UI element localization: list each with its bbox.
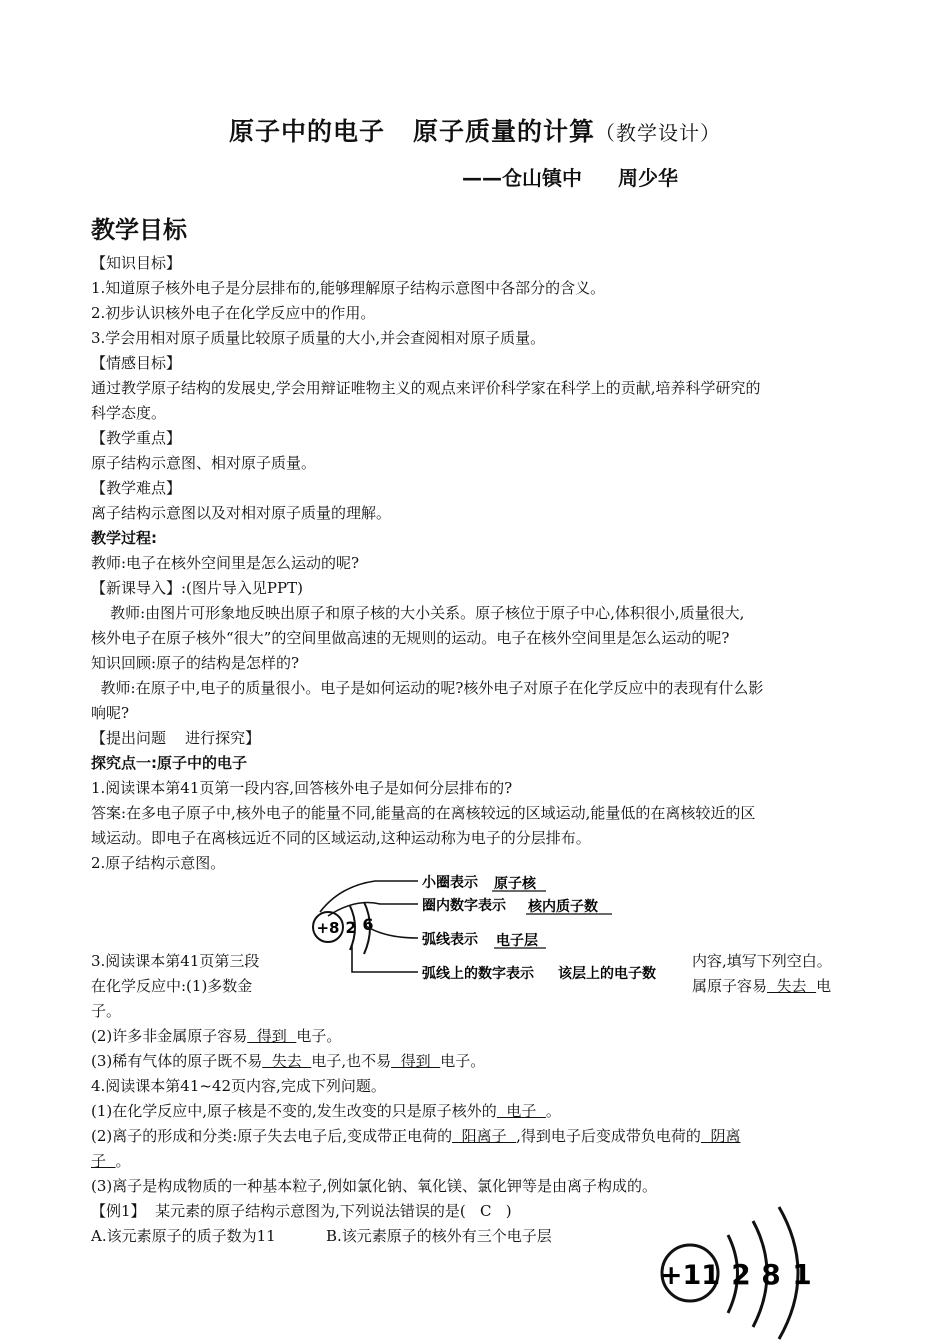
text-line: 3.学会用相对原子质量比较原子质量的大小,并会查阅相对原子质量。 bbox=[91, 329, 546, 347]
diagram-answer: 该层上的电子数 bbox=[558, 966, 656, 982]
text-fragment: 。 bbox=[115, 1152, 131, 1170]
text-fragment: 电子,也不易 bbox=[311, 1052, 392, 1070]
text-fragment: 。 bbox=[545, 1102, 561, 1120]
text-line: 【知识目标】 bbox=[91, 254, 182, 272]
text-fragment: (3)稀有气体的原子既不易 bbox=[91, 1052, 263, 1070]
text-fragment: 属原子容易 bbox=[692, 977, 768, 995]
text-line: 响呢? bbox=[91, 704, 130, 722]
author-line bbox=[462, 162, 678, 191]
text-line bbox=[91, 1125, 740, 1147]
fill-in-answer: 得到 bbox=[391, 1052, 441, 1070]
text-line: 域运动。即电子在离核远近不同的区域运动,这种运动称为电子的分层排布。 bbox=[91, 829, 591, 847]
text-line: 内容,填写下列空白。 bbox=[692, 952, 832, 970]
subheading-explore-1: 探究点一:原子中的电子 bbox=[91, 754, 247, 772]
text-line: 【教学难点】 bbox=[91, 479, 182, 497]
nucleus-label: +8 bbox=[316, 919, 340, 937]
fill-in-answer: 阳离子 bbox=[452, 1127, 517, 1145]
text-line bbox=[91, 1100, 561, 1122]
text-line: 3.阅读课本第41页第三段 bbox=[91, 952, 260, 970]
diagram-label: 小圈表示 bbox=[422, 875, 478, 891]
shell-count: 8 bbox=[761, 1258, 781, 1291]
text-line: 教师:由图片可形象地反映出原子和原子核的大小关系。原子核位于原子中心,体积很小,质量很大, bbox=[91, 604, 745, 622]
text-fragment: ,得到电子后变成带负电荷的 bbox=[516, 1127, 701, 1145]
diagram-answer: 电子层 bbox=[496, 933, 538, 949]
diagram-answer: 核内质子数 bbox=[528, 899, 598, 915]
text-line: 【提出问题 进行探究】 bbox=[91, 729, 261, 747]
fill-in-answer: 得到 bbox=[247, 1027, 297, 1045]
text-line: 答案:在多电子原子中,核外电子的能量不同,能量高的在离核较远的区域运动,能量低的在离核较近的区 bbox=[91, 804, 756, 822]
text-fragment: (2)许多非金属原子容易 bbox=[91, 1027, 248, 1045]
text-line: 在化学反应中:(1)多数金 bbox=[91, 977, 253, 995]
atom-structure-diagram bbox=[300, 866, 656, 996]
pointer-line bbox=[366, 926, 418, 938]
text-fragment: 电子。 bbox=[296, 1027, 342, 1045]
text-line: 1.阅读课本第41页第一段内容,回答核外电子是如何分层排布的? bbox=[91, 779, 513, 797]
fill-in-answer: 电子 bbox=[496, 1102, 546, 1120]
fill-in-answer: 失去 bbox=[262, 1052, 312, 1070]
text-line: 教师:在原子中,电子的质量很小。电子是如何运动的呢?核外电子对原子在化学反应中的表现有什么影 bbox=[91, 679, 764, 697]
text-fragment: 电 bbox=[816, 977, 832, 995]
text-line bbox=[91, 1050, 485, 1072]
subheading-process: 教学过程: bbox=[91, 529, 157, 547]
text-line: B.该元素原子的核外有三个电子层 bbox=[326, 1227, 552, 1245]
section-heading-goals: 教学目标 bbox=[91, 216, 187, 244]
text-fragment: 电子。 bbox=[440, 1052, 486, 1070]
text-line: 离子结构示意图以及对相对原子质量的理解。 bbox=[91, 504, 392, 522]
shell-count: 2 bbox=[345, 918, 357, 937]
text-line: 【新课导入】:(图片导入见PPT) bbox=[91, 579, 303, 597]
title-part-1: 原子中的电子 bbox=[228, 117, 385, 146]
text-line bbox=[91, 1025, 341, 1047]
text-line: 科学态度。 bbox=[91, 404, 167, 422]
text-line: (3)离子是构成物质的一种基本粒子,例如氯化钠、氧化镁、氯化钾等是由离子构成的。 bbox=[91, 1177, 658, 1195]
diagram-label: 弧线上的数字表示 bbox=[422, 966, 534, 982]
text-line: A.该元素原子的质子数为11 bbox=[91, 1227, 276, 1245]
text-line bbox=[692, 975, 831, 997]
text-line: 教师:电子在核外空间里是怎么运动的呢? bbox=[91, 554, 360, 572]
text-line: 核外电子在原子核外“很大”的空间里做高速的无规则的运动。电子在核外空间里是怎么运动的呢? bbox=[91, 629, 730, 647]
document-title bbox=[0, 112, 950, 148]
shell-count: 6 bbox=[362, 915, 374, 934]
diagram-answer: 原子核 bbox=[494, 876, 536, 892]
fill-in-answer: 失去 bbox=[767, 977, 817, 995]
sodium-atom-diagram bbox=[655, 1205, 830, 1341]
text-line: 【例1】 某元素的原子结构示意图为,下列说法错误的是( C ) bbox=[91, 1202, 512, 1220]
fill-in-answer: 阴离 bbox=[700, 1127, 741, 1145]
author-school: ——仓山镇中 bbox=[462, 166, 582, 190]
text-line: 子。 bbox=[91, 1002, 122, 1020]
fill-in-answer: 子 bbox=[91, 1152, 116, 1170]
pointer-line bbox=[352, 944, 418, 972]
nucleus-label: +11 bbox=[659, 1260, 721, 1291]
text-line: 2.初步认识核外电子在化学反应中的作用。 bbox=[91, 304, 376, 322]
author-name: 周少华 bbox=[618, 166, 678, 190]
pointer-line bbox=[328, 903, 418, 917]
text-line: 【教学重点】 bbox=[91, 429, 182, 447]
text-line: 1.知道原子核外电子是分层排布的,能够理解原子结构示意图中各部分的含义。 bbox=[91, 279, 606, 297]
text-line: 知识回顾:原子的结构是怎样的? bbox=[91, 654, 300, 672]
text-line: 4.阅读课本第41~42页内容,完成下列问题。 bbox=[91, 1077, 386, 1095]
diagram-label: 圈内数字表示 bbox=[422, 898, 506, 914]
text-line: 原子结构示意图、相对原子质量。 bbox=[91, 454, 317, 472]
diagram-label: 弧线表示 bbox=[422, 932, 478, 948]
text-line: 通过教学原子结构的发展史,学会用辩证唯物主义的观点来评价科学家在科学上的贡献,培养科学研究的 bbox=[91, 379, 761, 397]
text-line bbox=[91, 1150, 131, 1172]
text-fragment: (2)离子的形成和分类:原子失去电子后,变成带正电荷的 bbox=[91, 1127, 453, 1145]
pointer-line bbox=[320, 881, 418, 912]
shell-count: 1 bbox=[792, 1258, 812, 1291]
text-line: 2.原子结构示意图。 bbox=[91, 854, 226, 872]
shell-count: 2 bbox=[731, 1258, 751, 1291]
text-line: 【情感目标】 bbox=[91, 354, 182, 372]
text-fragment: (1)在化学反应中,原子核是不变的,发生改变的只是原子核外的 bbox=[91, 1102, 497, 1120]
title-part-2: 原子质量的计算 bbox=[413, 117, 596, 146]
title-paren: （教学设计） bbox=[595, 121, 722, 145]
